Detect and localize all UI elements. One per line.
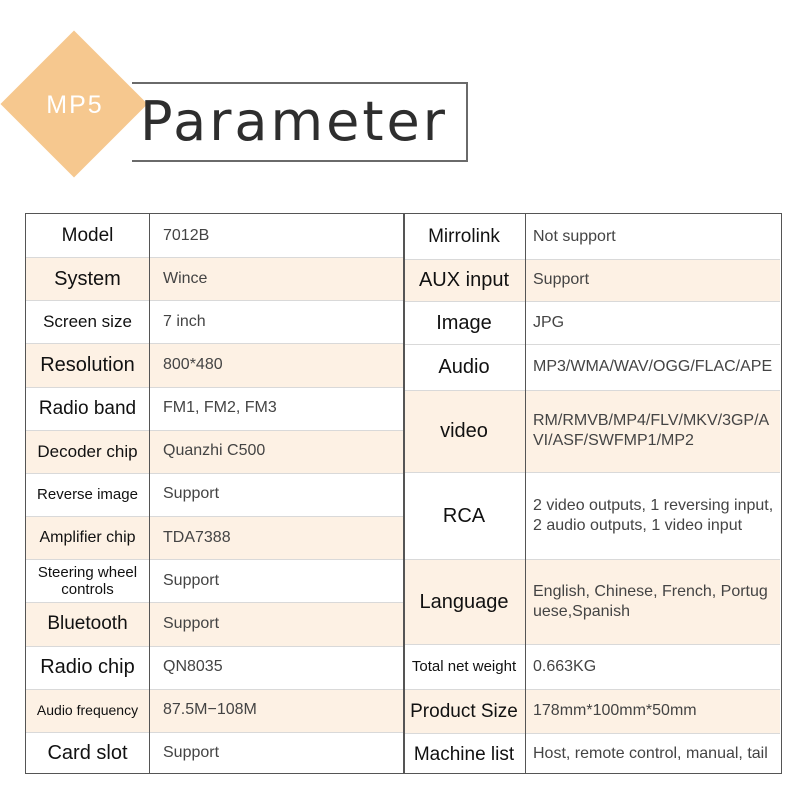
- param-value: 7012B: [163, 226, 210, 244]
- param-label: Audio: [438, 356, 490, 378]
- param-value: 0.663KG: [533, 657, 597, 675]
- param-label: Image: [436, 311, 492, 334]
- param-label: Audio frequency: [36, 702, 139, 719]
- param-label: Radio chip: [40, 656, 135, 679]
- param-label: Steering wheel controls: [37, 563, 138, 598]
- param-label: video: [440, 420, 488, 442]
- param-label: Mirrolink: [428, 226, 500, 247]
- param-label: Bluetooth: [47, 613, 128, 635]
- param-value: JPG: [533, 313, 565, 331]
- param-label: AUX input: [418, 269, 510, 291]
- param-value: 800*480: [163, 356, 223, 374]
- param-label: Card slot: [47, 742, 128, 765]
- param-value: Support: [163, 485, 220, 503]
- param-value: Support: [533, 271, 590, 288]
- param-label: Product Size: [410, 700, 518, 722]
- param-value: Host, remote control, manual, tail: [533, 745, 768, 762]
- param-value: 2 video outputs, 1 reversing input, 2 audio outputs, 1 video input: [533, 496, 774, 534]
- param-label: Reverse image: [37, 485, 138, 503]
- param-value: Support: [163, 571, 220, 589]
- param-label: Screen size: [43, 312, 132, 332]
- param-label: Model: [61, 225, 114, 247]
- param-value: Quanzhi C500: [163, 442, 266, 460]
- param-value: Support: [163, 614, 220, 632]
- param-value: English, Chinese, French, Portuguese,Spanish: [533, 582, 768, 620]
- param-value: RM/RMVB/MP4/FLV/MKV/3GP/AVI/ASF/SWFMP1/MP2: [533, 412, 770, 449]
- param-value: FM1, FM2, FM3: [163, 399, 277, 417]
- param-label: Machine list: [413, 743, 515, 765]
- param-label: Total net weight: [411, 658, 517, 675]
- param-value: 178mm*100mm*50mm: [533, 702, 697, 719]
- param-label: Resolution: [40, 354, 135, 377]
- param-value: MP3/WMA/WAV/OGG/FLAC/APE: [533, 358, 773, 375]
- param-value: Wince: [163, 269, 208, 287]
- param-value: TDA7388: [163, 528, 231, 546]
- param-value: QN8035: [163, 658, 223, 676]
- param-value: 87.5M−108M: [163, 701, 257, 719]
- badge: [2, 32, 148, 178]
- param-label: System: [54, 267, 121, 290]
- param-value: Support: [163, 744, 220, 762]
- param-label: Decoder chip: [37, 441, 138, 461]
- param-label: Language: [419, 590, 509, 613]
- page-title: Parameter: [140, 90, 448, 153]
- badge-label: MP5: [46, 90, 104, 119]
- param-value: 7 inch: [163, 312, 206, 330]
- param-value: Not support: [533, 227, 616, 245]
- param-label: Radio band: [38, 397, 137, 419]
- parameter-table: [25, 213, 782, 774]
- param-label: Amplifier chip: [39, 528, 136, 546]
- param-label: RCA: [442, 504, 486, 527]
